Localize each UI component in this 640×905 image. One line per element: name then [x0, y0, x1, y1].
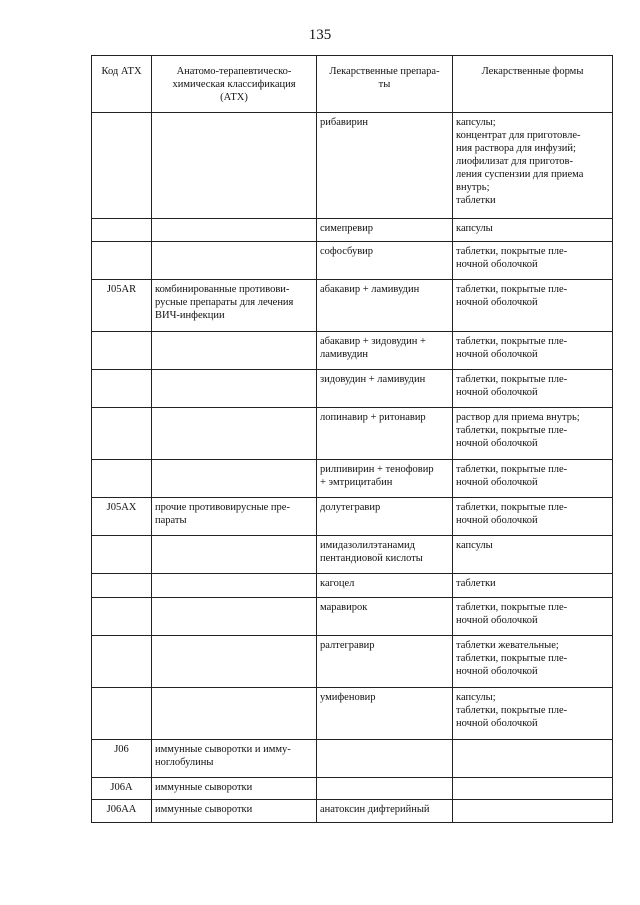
- cell-code: [92, 370, 152, 408]
- cell-forms: капсулы: [453, 219, 613, 242]
- cell-code: [92, 113, 152, 219]
- table-row: [92, 219, 613, 242]
- cell-class: [152, 113, 317, 219]
- cell-drug: рибавирин: [317, 113, 453, 219]
- table-row: [92, 370, 613, 408]
- cell-code: [92, 460, 152, 498]
- drug-table: [91, 55, 613, 823]
- cell-code: J05AR: [92, 280, 152, 332]
- cell-forms: раствор для приема внутрь; таблетки, покрытые пле- ночной оболочкой: [453, 408, 613, 460]
- cell-code: [92, 636, 152, 688]
- cell-code: J06A: [92, 778, 152, 800]
- cell-class: [152, 408, 317, 460]
- cell-drug: [317, 740, 453, 778]
- table-row: [92, 113, 613, 219]
- cell-drug: симепревир: [317, 219, 453, 242]
- cell-forms: таблетки, покрытые пле- ночной оболочкой: [453, 332, 613, 370]
- cell-class: [152, 460, 317, 498]
- cell-class: прочие противовирусные пре- параты: [152, 498, 317, 536]
- cell-forms: таблетки, покрытые пле- ночной оболочкой: [453, 242, 613, 280]
- cell-class: [152, 219, 317, 242]
- header-atc-code: Код АТХ: [92, 56, 152, 113]
- cell-class: [152, 536, 317, 574]
- cell-drug: абакавир + ламивудин: [317, 280, 453, 332]
- table-row: [92, 332, 613, 370]
- cell-code: [92, 598, 152, 636]
- table-row: [92, 536, 613, 574]
- cell-code: J06: [92, 740, 152, 778]
- cell-drug: имидазолилэтанамид пентандиовой кислоты: [317, 536, 453, 574]
- cell-class: [152, 688, 317, 740]
- cell-class: иммунные сыворотки: [152, 800, 317, 823]
- cell-drug: зидовудин + ламивудин: [317, 370, 453, 408]
- table-row: [92, 280, 613, 332]
- table-row: [92, 800, 613, 823]
- cell-class: [152, 370, 317, 408]
- table-row: [92, 498, 613, 536]
- cell-class: [152, 598, 317, 636]
- cell-forms: капсулы; таблетки, покрытые пле- ночной оболочкой: [453, 688, 613, 740]
- cell-drug: умифеновир: [317, 688, 453, 740]
- cell-code: [92, 332, 152, 370]
- cell-forms: таблетки, покрытые пле- ночной оболочкой: [453, 460, 613, 498]
- cell-drug: кагоцел: [317, 574, 453, 598]
- cell-forms: таблетки: [453, 574, 613, 598]
- table-row: [92, 598, 613, 636]
- table-row: [92, 460, 613, 498]
- page-number: 135: [308, 27, 332, 43]
- cell-forms: таблетки жевательные; таблетки, покрытые пле- ночной оболочкой: [453, 636, 613, 688]
- cell-class: [152, 332, 317, 370]
- cell-drug: рилпивирин + тенофовир + эмтрицитабин: [317, 460, 453, 498]
- cell-code: [92, 408, 152, 460]
- table-header-row: [92, 56, 613, 113]
- header-atc-classification: Анатомо-терапевтическо- химическая классификация (АТХ): [152, 56, 317, 113]
- cell-drug: маравирок: [317, 598, 453, 636]
- cell-forms: таблетки, покрытые пле- ночной оболочкой: [453, 498, 613, 536]
- cell-class: [152, 574, 317, 598]
- cell-drug: софосбувир: [317, 242, 453, 280]
- table-row: [92, 242, 613, 280]
- cell-code: [92, 219, 152, 242]
- cell-forms: [453, 740, 613, 778]
- table-row: [92, 740, 613, 778]
- table-row: [92, 574, 613, 598]
- cell-class: иммунные сыворотки: [152, 778, 317, 800]
- cell-drug: [317, 778, 453, 800]
- cell-forms: [453, 778, 613, 800]
- cell-forms: капсулы; концентрат для приготовле- ния раствора для инфузий; лиофилизат для приготов- ления суспензии для приема внутрь; таблетки: [453, 113, 613, 219]
- table-row: [92, 688, 613, 740]
- cell-drug: лопинавир + ритонавир: [317, 408, 453, 460]
- table-row: [92, 636, 613, 688]
- cell-code: J06AA: [92, 800, 152, 823]
- header-drugs: Лекарственные препара- ты: [317, 56, 453, 113]
- table-row: [92, 778, 613, 800]
- cell-code: [92, 242, 152, 280]
- cell-code: J05AX: [92, 498, 152, 536]
- cell-forms: таблетки, покрытые пле- ночной оболочкой: [453, 280, 613, 332]
- cell-forms: таблетки, покрытые пле- ночной оболочкой: [453, 370, 613, 408]
- cell-class: [152, 636, 317, 688]
- cell-drug: долутегравир: [317, 498, 453, 536]
- cell-code: [92, 574, 152, 598]
- header-dosage-forms: Лекарственные формы: [453, 56, 613, 113]
- cell-code: [92, 688, 152, 740]
- cell-class: комбинированные противови- русные препараты для лечения ВИЧ-инфекции: [152, 280, 317, 332]
- cell-forms: [453, 800, 613, 823]
- cell-drug: ралтегравир: [317, 636, 453, 688]
- cell-code: [92, 536, 152, 574]
- cell-drug: абакавир + зидовудин + ламивудин: [317, 332, 453, 370]
- cell-forms: капсулы: [453, 536, 613, 574]
- table-row: [92, 408, 613, 460]
- cell-forms: таблетки, покрытые пле- ночной оболочкой: [453, 598, 613, 636]
- cell-drug: анатоксин дифтерийный: [317, 800, 453, 823]
- cell-class: иммунные сыворотки и имму- ноглобулины: [152, 740, 317, 778]
- cell-class: [152, 242, 317, 280]
